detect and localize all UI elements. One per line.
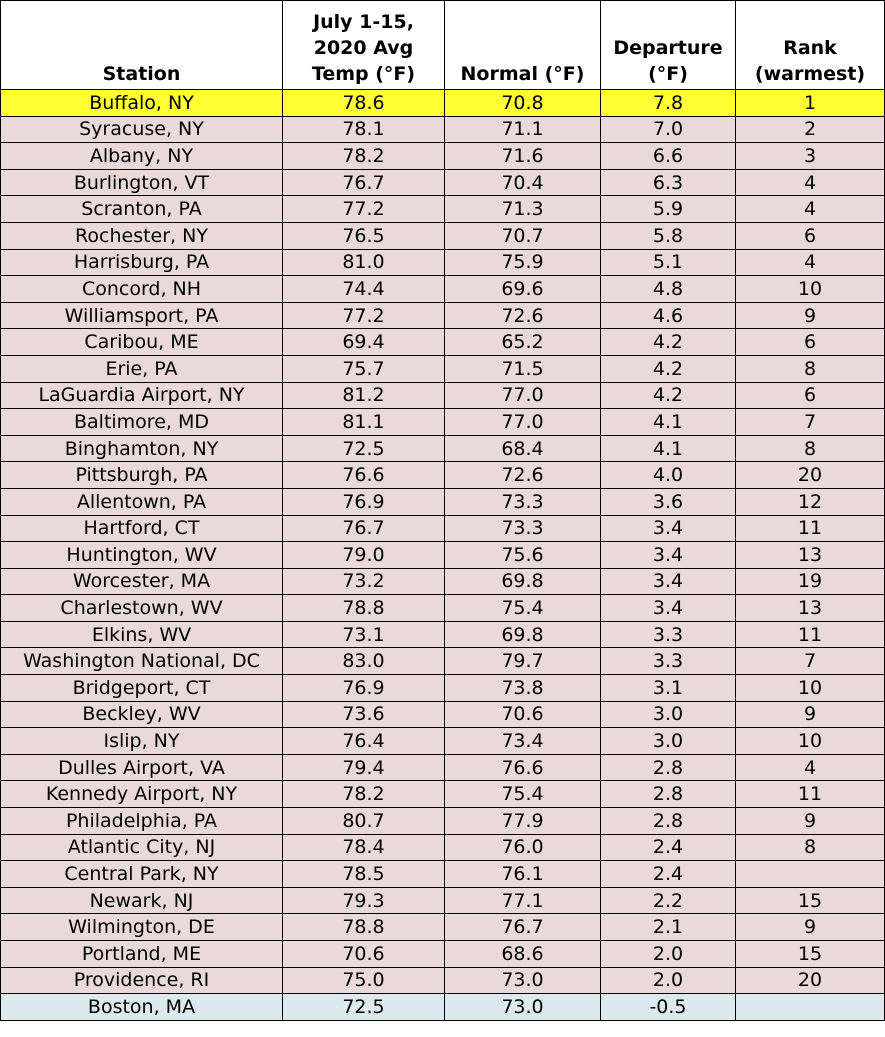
- cell-rank: 10: [736, 276, 885, 303]
- cell-rank: 19: [736, 568, 885, 595]
- table-row: [1, 808, 885, 835]
- cell-normal: 75.4: [445, 595, 601, 622]
- cell-normal: 79.7: [445, 648, 601, 675]
- cell-station: Washington National, DC: [1, 648, 283, 675]
- cell-avg-temp: 72.5: [283, 435, 445, 462]
- cell-normal: 70.6: [445, 701, 601, 728]
- cell-normal: 73.3: [445, 515, 601, 542]
- cell-normal: 76.0: [445, 834, 601, 861]
- header-departure-line-2: (°F): [648, 63, 688, 85]
- cell-departure: 4.6: [601, 302, 736, 329]
- table-row: [1, 196, 885, 223]
- cell-rank: 8: [736, 834, 885, 861]
- cell-departure: 2.8: [601, 781, 736, 808]
- cell-station: Atlantic City, NJ: [1, 834, 283, 861]
- table-row: [1, 222, 885, 249]
- cell-avg-temp: 78.6: [283, 90, 445, 117]
- cell-avg-temp: 79.3: [283, 887, 445, 914]
- cell-station: Scranton, PA: [1, 196, 283, 223]
- cell-avg-temp: 79.0: [283, 542, 445, 569]
- cell-rank: 6: [736, 382, 885, 409]
- cell-station: Erie, PA: [1, 355, 283, 382]
- cell-rank: 4: [736, 754, 885, 781]
- cell-rank: 12: [736, 488, 885, 515]
- cell-rank: 11: [736, 515, 885, 542]
- cell-avg-temp: 78.2: [283, 143, 445, 170]
- cell-station: Dulles Airport, VA: [1, 754, 283, 781]
- cell-avg-temp: 69.4: [283, 329, 445, 356]
- cell-station: Islip, NY: [1, 728, 283, 755]
- cell-departure: 7.0: [601, 116, 736, 143]
- cell-departure: 4.0: [601, 462, 736, 489]
- cell-station: Charlestown, WV: [1, 595, 283, 622]
- cell-normal: 73.4: [445, 728, 601, 755]
- header-rank: [736, 1, 885, 90]
- cell-rank: 4: [736, 169, 885, 196]
- cell-departure: 2.0: [601, 967, 736, 994]
- cell-avg-temp: 73.6: [283, 701, 445, 728]
- table-row: [1, 887, 885, 914]
- cell-station: Pittsburgh, PA: [1, 462, 283, 489]
- cell-station: Providence, RI: [1, 967, 283, 994]
- cell-normal: 76.1: [445, 861, 601, 888]
- cell-avg-temp: 78.1: [283, 116, 445, 143]
- cell-station: Kennedy Airport, NY: [1, 781, 283, 808]
- cell-departure: 3.1: [601, 675, 736, 702]
- cell-departure: 3.6: [601, 488, 736, 515]
- cell-station: Hartford, CT: [1, 515, 283, 542]
- cell-normal: 73.3: [445, 488, 601, 515]
- cell-rank: 6: [736, 329, 885, 356]
- cell-avg-temp: 76.4: [283, 728, 445, 755]
- cell-station: Williamsport, PA: [1, 302, 283, 329]
- cell-normal: 70.7: [445, 222, 601, 249]
- cell-rank: 20: [736, 462, 885, 489]
- table-row: [1, 967, 885, 994]
- cell-station: Harrisburg, PA: [1, 249, 283, 276]
- cell-avg-temp: 76.6: [283, 462, 445, 489]
- cell-departure: 4.2: [601, 355, 736, 382]
- cell-departure: 2.4: [601, 861, 736, 888]
- table-row: [1, 941, 885, 968]
- cell-station: Philadelphia, PA: [1, 808, 283, 835]
- cell-rank: 9: [736, 914, 885, 941]
- cell-normal: 77.0: [445, 409, 601, 436]
- cell-normal: 65.2: [445, 329, 601, 356]
- cell-avg-temp: 78.8: [283, 914, 445, 941]
- cell-station: LaGuardia Airport, NY: [1, 382, 283, 409]
- header-rank-line-1: Rank: [783, 37, 837, 59]
- cell-avg-temp: 70.6: [283, 941, 445, 968]
- table-row: [1, 462, 885, 489]
- cell-avg-temp: 78.4: [283, 834, 445, 861]
- cell-rank: 10: [736, 728, 885, 755]
- table-row: [1, 409, 885, 436]
- cell-departure: 3.0: [601, 701, 736, 728]
- cell-rank: 4: [736, 196, 885, 223]
- cell-station: Allentown, PA: [1, 488, 283, 515]
- cell-rank: 3: [736, 143, 885, 170]
- cell-station: Caribou, ME: [1, 329, 283, 356]
- cell-normal: 76.7: [445, 914, 601, 941]
- cell-departure: 3.4: [601, 595, 736, 622]
- cell-station: Rochester, NY: [1, 222, 283, 249]
- table-row: [1, 488, 885, 515]
- cell-rank: [736, 861, 885, 888]
- cell-normal: 69.8: [445, 568, 601, 595]
- cell-avg-temp: 76.9: [283, 675, 445, 702]
- cell-normal: 73.0: [445, 994, 601, 1021]
- cell-rank: 10: [736, 675, 885, 702]
- table-row: [1, 675, 885, 702]
- cell-rank: 11: [736, 781, 885, 808]
- table-row: [1, 914, 885, 941]
- cell-rank: 9: [736, 808, 885, 835]
- header-departure-line-1: Departure: [613, 37, 723, 59]
- cell-rank: 4: [736, 249, 885, 276]
- header-avg-temp: [283, 1, 445, 90]
- cell-normal: 71.5: [445, 355, 601, 382]
- cell-normal: 77.0: [445, 382, 601, 409]
- header-avg-temp-line-3: Temp (°F): [311, 63, 416, 85]
- cell-departure: 7.8: [601, 90, 736, 117]
- cell-station: Albany, NY: [1, 143, 283, 170]
- table-row: [1, 276, 885, 303]
- header-row: [1, 1, 885, 90]
- cell-departure: 2.8: [601, 808, 736, 835]
- cell-departure: 3.4: [601, 542, 736, 569]
- cell-departure: 2.4: [601, 834, 736, 861]
- header-normal: Normal (°F): [445, 1, 601, 90]
- cell-departure: 5.8: [601, 222, 736, 249]
- cell-normal: 72.6: [445, 302, 601, 329]
- table-row: [1, 542, 885, 569]
- cell-rank: 2: [736, 116, 885, 143]
- table-row: [1, 90, 885, 117]
- table-row: [1, 861, 885, 888]
- cell-station: Boston, MA: [1, 994, 283, 1021]
- cell-rank: 11: [736, 621, 885, 648]
- cell-avg-temp: 73.1: [283, 621, 445, 648]
- table-row: [1, 515, 885, 542]
- cell-avg-temp: 78.8: [283, 595, 445, 622]
- cell-station: Portland, ME: [1, 941, 283, 968]
- cell-station: Concord, NH: [1, 276, 283, 303]
- table-row: [1, 781, 885, 808]
- table-body: [1, 90, 885, 1021]
- table-row: [1, 728, 885, 755]
- cell-departure: 6.3: [601, 169, 736, 196]
- table-row: [1, 169, 885, 196]
- cell-rank: 13: [736, 542, 885, 569]
- cell-avg-temp: 76.9: [283, 488, 445, 515]
- table-row: [1, 994, 885, 1021]
- table-row: [1, 435, 885, 462]
- cell-normal: 69.8: [445, 621, 601, 648]
- cell-station: Binghamton, NY: [1, 435, 283, 462]
- cell-departure: 2.1: [601, 914, 736, 941]
- cell-rank: 8: [736, 355, 885, 382]
- cell-normal: 75.6: [445, 542, 601, 569]
- cell-rank: 15: [736, 887, 885, 914]
- cell-station: Buffalo, NY: [1, 90, 283, 117]
- cell-station: Huntington, WV: [1, 542, 283, 569]
- cell-departure: 2.0: [601, 941, 736, 968]
- table-row: [1, 302, 885, 329]
- cell-station: Beckley, WV: [1, 701, 283, 728]
- cell-rank: [736, 994, 885, 1021]
- cell-normal: 68.4: [445, 435, 601, 462]
- cell-normal: 71.3: [445, 196, 601, 223]
- cell-departure: 6.6: [601, 143, 736, 170]
- cell-avg-temp: 80.7: [283, 808, 445, 835]
- cell-departure: 4.2: [601, 329, 736, 356]
- cell-station: Central Park, NY: [1, 861, 283, 888]
- cell-avg-temp: 81.1: [283, 409, 445, 436]
- table-row: [1, 329, 885, 356]
- table-row: [1, 116, 885, 143]
- cell-normal: 73.8: [445, 675, 601, 702]
- cell-station: Syracuse, NY: [1, 116, 283, 143]
- cell-avg-temp: 77.2: [283, 302, 445, 329]
- cell-normal: 77.9: [445, 808, 601, 835]
- cell-rank: 9: [736, 701, 885, 728]
- header-station: Station: [1, 1, 283, 90]
- cell-station: Bridgeport, CT: [1, 675, 283, 702]
- cell-departure: 3.3: [601, 621, 736, 648]
- cell-normal: 76.6: [445, 754, 601, 781]
- cell-normal: 77.1: [445, 887, 601, 914]
- table-row: [1, 249, 885, 276]
- cell-normal: 75.9: [445, 249, 601, 276]
- cell-avg-temp: 78.2: [283, 781, 445, 808]
- cell-departure: 2.8: [601, 754, 736, 781]
- cell-normal: 71.6: [445, 143, 601, 170]
- cell-normal: 71.1: [445, 116, 601, 143]
- cell-avg-temp: 75.7: [283, 355, 445, 382]
- cell-avg-temp: 73.2: [283, 568, 445, 595]
- table-row: [1, 834, 885, 861]
- cell-rank: 20: [736, 967, 885, 994]
- cell-rank: 9: [736, 302, 885, 329]
- cell-normal: 69.6: [445, 276, 601, 303]
- cell-normal: 70.4: [445, 169, 601, 196]
- cell-avg-temp: 78.5: [283, 861, 445, 888]
- cell-rank: 7: [736, 648, 885, 675]
- cell-departure: 3.4: [601, 568, 736, 595]
- header-avg-temp-line-1: July 1-15,: [313, 11, 414, 33]
- cell-avg-temp: 76.5: [283, 222, 445, 249]
- cell-rank: 7: [736, 409, 885, 436]
- cell-station: Worcester, MA: [1, 568, 283, 595]
- cell-avg-temp: 75.0: [283, 967, 445, 994]
- header-rank-line-2: (warmest): [754, 63, 866, 85]
- table-row: [1, 648, 885, 675]
- table-row: [1, 143, 885, 170]
- cell-avg-temp: 72.5: [283, 994, 445, 1021]
- cell-normal: 75.4: [445, 781, 601, 808]
- cell-normal: 73.0: [445, 967, 601, 994]
- table-row: [1, 568, 885, 595]
- cell-station: Elkins, WV: [1, 621, 283, 648]
- cell-rank: 13: [736, 595, 885, 622]
- cell-station: Burlington, VT: [1, 169, 283, 196]
- header-avg-temp-line-2: 2020 Avg: [313, 37, 414, 59]
- cell-departure: 3.3: [601, 648, 736, 675]
- cell-station: Newark, NJ: [1, 887, 283, 914]
- cell-departure: 4.8: [601, 276, 736, 303]
- cell-avg-temp: 81.2: [283, 382, 445, 409]
- table-row: [1, 355, 885, 382]
- cell-departure: -0.5: [601, 994, 736, 1021]
- header-departure: [601, 1, 736, 90]
- cell-normal: 68.6: [445, 941, 601, 968]
- cell-departure: 3.4: [601, 515, 736, 542]
- cell-rank: 1: [736, 90, 885, 117]
- cell-departure: 5.1: [601, 249, 736, 276]
- cell-departure: 5.9: [601, 196, 736, 223]
- cell-normal: 72.6: [445, 462, 601, 489]
- table-row: [1, 754, 885, 781]
- cell-departure: 4.1: [601, 435, 736, 462]
- cell-rank: 6: [736, 222, 885, 249]
- cell-departure: 4.2: [601, 382, 736, 409]
- cell-avg-temp: 74.4: [283, 276, 445, 303]
- cell-departure: 2.2: [601, 887, 736, 914]
- cell-avg-temp: 76.7: [283, 515, 445, 542]
- cell-station: Wilmington, DE: [1, 914, 283, 941]
- cell-avg-temp: 76.7: [283, 169, 445, 196]
- table-row: [1, 382, 885, 409]
- cell-departure: 4.1: [601, 409, 736, 436]
- cell-avg-temp: 79.4: [283, 754, 445, 781]
- table-row: [1, 701, 885, 728]
- cell-avg-temp: 77.2: [283, 196, 445, 223]
- cell-avg-temp: 81.0: [283, 249, 445, 276]
- cell-rank: 8: [736, 435, 885, 462]
- cell-station: Baltimore, MD: [1, 409, 283, 436]
- table-row: [1, 621, 885, 648]
- table-row: [1, 595, 885, 622]
- cell-avg-temp: 83.0: [283, 648, 445, 675]
- cell-normal: 70.8: [445, 90, 601, 117]
- cell-rank: 15: [736, 941, 885, 968]
- cell-departure: 3.0: [601, 728, 736, 755]
